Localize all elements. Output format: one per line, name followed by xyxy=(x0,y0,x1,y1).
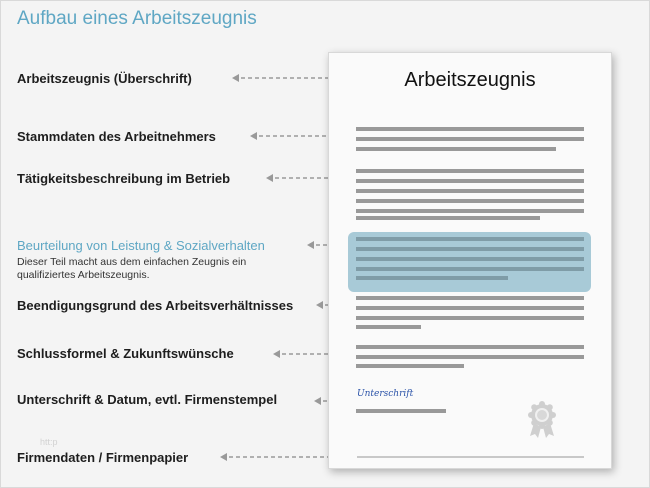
watermark: htt:p xyxy=(40,437,58,447)
text-line xyxy=(356,199,584,203)
text-line xyxy=(356,189,584,193)
document-page xyxy=(328,52,612,469)
text-line xyxy=(356,147,556,151)
text-line xyxy=(356,216,540,220)
label-company-letterhead: Firmendaten / Firmenpapier xyxy=(17,450,189,465)
label-termination-reason: Beendigungsgrund des Arbeitsverhältnisses xyxy=(17,298,294,313)
footer-line xyxy=(357,456,584,458)
text-line xyxy=(356,276,508,280)
highlighted-section xyxy=(348,232,591,292)
text-line xyxy=(356,137,584,141)
text-line xyxy=(356,267,584,271)
label-closing-formula: Schlussformel & Zukunftswünsche xyxy=(17,346,234,361)
text-line xyxy=(356,345,584,349)
label-master-data: Stammdaten des Arbeitnehmers xyxy=(17,129,216,144)
text-line xyxy=(356,179,584,183)
text-line xyxy=(356,316,584,320)
arrow-left-icon xyxy=(220,452,345,462)
text-line xyxy=(356,325,421,329)
text-line xyxy=(356,247,584,251)
text-line xyxy=(356,237,584,241)
label-performance-assessment: Beurteilung von Leistung & Sozialverhalten xyxy=(17,238,265,253)
text-line xyxy=(356,209,584,213)
text-line xyxy=(356,169,584,173)
label-job-description: Tätigkeitsbeschreibung im Betrieb xyxy=(17,171,231,186)
diagram-title: Aufbau eines Arbeitszeugnis xyxy=(17,8,257,29)
label-signature-date: Unterschrift & Datum, evtl. Firmenstempel xyxy=(17,392,278,407)
signature: Unterschrift xyxy=(357,389,414,399)
document-title: Arbeitszeugnis xyxy=(404,69,536,91)
text-line xyxy=(356,409,446,413)
seal-icon xyxy=(525,401,559,439)
text-line xyxy=(356,127,584,131)
text-line xyxy=(356,364,464,368)
highlight-description: Dieser Teil macht aus dem einfachen Zeugnis ein qualifiziertes Arbeitszeugnis. xyxy=(17,256,247,281)
label-heading: Arbeitszeugnis (Überschrift) xyxy=(17,71,192,86)
text-line xyxy=(356,355,584,359)
text-line xyxy=(356,296,584,300)
text-line xyxy=(356,306,584,310)
text-line xyxy=(356,257,584,261)
